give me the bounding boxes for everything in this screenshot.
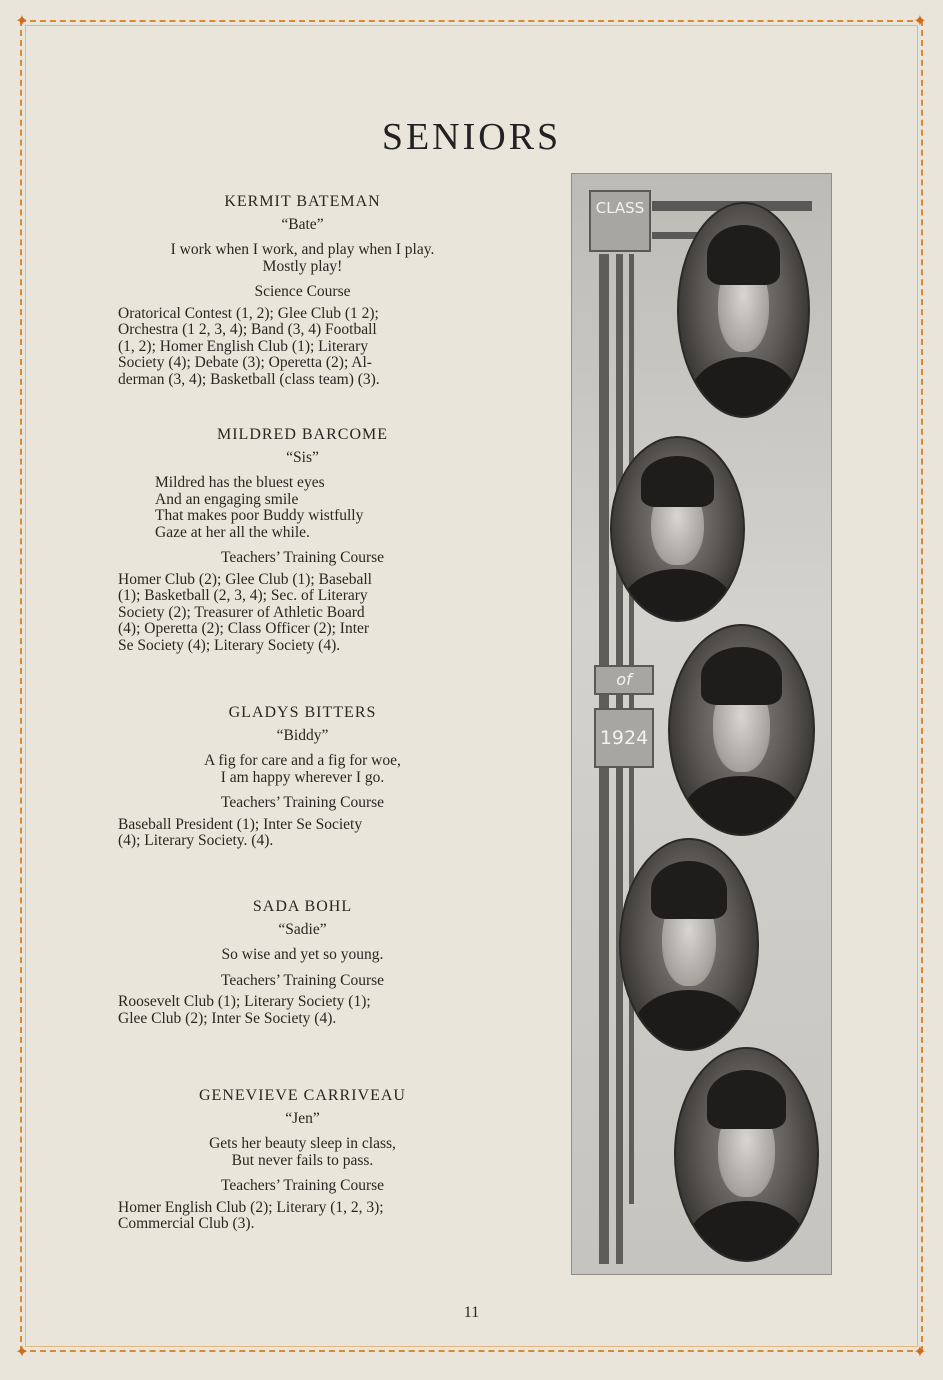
portrait-body bbox=[632, 990, 746, 1051]
activities-line: (4); Operetta (2); Class Officer (2); Inter bbox=[118, 620, 370, 637]
activities-line: derman (3, 4); Basketball (class team) (3). bbox=[118, 370, 380, 388]
portrait-body bbox=[622, 569, 732, 622]
senior-activities bbox=[110, 994, 495, 1027]
senior-nickname: “Sadie” bbox=[278, 920, 327, 938]
verse-line: But never fails to pass. bbox=[231, 1151, 374, 1169]
portrait-body bbox=[687, 1201, 805, 1262]
senior-name: SADA BOHL bbox=[252, 898, 353, 915]
senior-verse bbox=[110, 753, 495, 786]
activities-line: (4); Literary Society. (4). bbox=[118, 832, 274, 849]
portrait-photo bbox=[619, 838, 759, 1051]
corner-ornament: ✦ bbox=[913, 11, 927, 30]
activities-line: Society (2); Treasurer of Athletic Board bbox=[118, 603, 365, 621]
portrait-hair bbox=[707, 1070, 786, 1129]
corner-ornament: ✦ bbox=[15, 11, 29, 30]
activities-line: Orchestra (1 2, 3, 4); Band (3, 4) Football bbox=[118, 321, 377, 338]
portrait-hair bbox=[651, 861, 727, 920]
page-number: 11 bbox=[463, 1304, 480, 1321]
verse-line: Mostly play! bbox=[262, 257, 343, 275]
activities-line: Homer English Club (2); Literary (1, 2, 3); bbox=[118, 1198, 384, 1216]
senior-name: GLADYS BITTERS bbox=[228, 704, 377, 721]
senior-course: Teachers’ Training Course bbox=[220, 794, 385, 811]
portrait-hair bbox=[641, 456, 714, 507]
senior-entry bbox=[110, 705, 495, 850]
verse-line: I am happy wherever I go. bbox=[220, 768, 385, 786]
senior-name: GENEVIEVE CARRIVEAU bbox=[199, 1087, 406, 1104]
class-tag: CLASS bbox=[589, 190, 651, 252]
activities-line: Baseball President (1); Inter Se Society bbox=[118, 815, 363, 833]
senior-nickname: “Bate” bbox=[281, 215, 324, 233]
verse-line: So wise and yet so young. bbox=[221, 946, 384, 963]
activities-line: Roosevelt Club (1); Literary Society (1); bbox=[118, 993, 371, 1010]
portrait-hair bbox=[701, 647, 781, 705]
senior-entry bbox=[110, 194, 495, 388]
activities-line: (1, 2); Homer English Club (1); Literary bbox=[118, 337, 369, 355]
of-tag: of bbox=[594, 665, 654, 695]
senior-activities bbox=[110, 572, 495, 655]
senior-activities bbox=[110, 306, 495, 389]
activities-line: Se Society (4); Literary Society (4). bbox=[118, 636, 341, 654]
verse-line: That makes poor Buddy wistfully bbox=[155, 507, 364, 524]
senior-nickname: “Biddy” bbox=[276, 726, 329, 744]
senior-verse bbox=[110, 947, 495, 964]
activities-line: Homer Club (2); Glee Club (1); Baseball bbox=[118, 570, 372, 588]
activities-line: Oratorical Contest (1, 2); Glee Club (1 2); bbox=[118, 304, 379, 322]
portrait-photo bbox=[610, 436, 745, 622]
activities-line: (1); Basketball (2, 3, 4); Sec. of Literary bbox=[118, 587, 368, 604]
senior-course: Science Course bbox=[254, 283, 351, 300]
activities-line: Glee Club (2); Inter Se Society (4). bbox=[118, 1009, 337, 1027]
senior-activities bbox=[110, 1200, 495, 1233]
verse-line: Mildred has the bluest eyes bbox=[155, 474, 325, 491]
portrait-hair bbox=[707, 225, 779, 284]
photo-panel bbox=[571, 173, 832, 1275]
portrait-photo bbox=[674, 1047, 819, 1262]
portrait-photo bbox=[677, 202, 810, 418]
senior-entry bbox=[110, 427, 495, 654]
senior-name: MILDRED BARCOME bbox=[216, 426, 388, 443]
year-tag: 1924 bbox=[594, 708, 654, 768]
activities-line: Commercial Club (3). bbox=[118, 1215, 255, 1232]
portrait-photo bbox=[668, 624, 815, 836]
activities-line: Society (4); Debate (3); Operetta (2); Al- bbox=[118, 354, 372, 371]
senior-name: KERMIT BATEMAN bbox=[224, 193, 381, 210]
corner-ornament: ✦ bbox=[15, 1342, 29, 1361]
corner-ornament: ✦ bbox=[913, 1342, 927, 1361]
senior-nickname: “Sis” bbox=[286, 448, 319, 466]
verse-line: Gaze at her all the while. bbox=[155, 523, 310, 541]
senior-verse bbox=[110, 242, 495, 275]
senior-course: Teachers’ Training Course bbox=[220, 549, 385, 566]
senior-verse bbox=[110, 475, 495, 541]
senior-verse bbox=[110, 1136, 495, 1169]
senior-entry bbox=[110, 1088, 495, 1233]
senior-course: Teachers’ Training Course bbox=[220, 1177, 385, 1194]
senior-nickname: “Jen” bbox=[285, 1109, 320, 1127]
page-title: SENIORS bbox=[381, 116, 562, 158]
portrait-body bbox=[689, 357, 797, 418]
verse-line: Gets her beauty sleep in class, bbox=[209, 1135, 396, 1152]
verse-line: And an engaging smile bbox=[155, 490, 299, 508]
senior-course: Teachers’ Training Course bbox=[220, 971, 385, 989]
verse-line: A fig for care and a fig for woe, bbox=[204, 752, 401, 769]
senior-entry bbox=[110, 899, 495, 1027]
portrait-body bbox=[681, 776, 801, 836]
senior-activities bbox=[110, 817, 495, 850]
verse-line: I work when I work, and play when I play. bbox=[170, 241, 435, 258]
